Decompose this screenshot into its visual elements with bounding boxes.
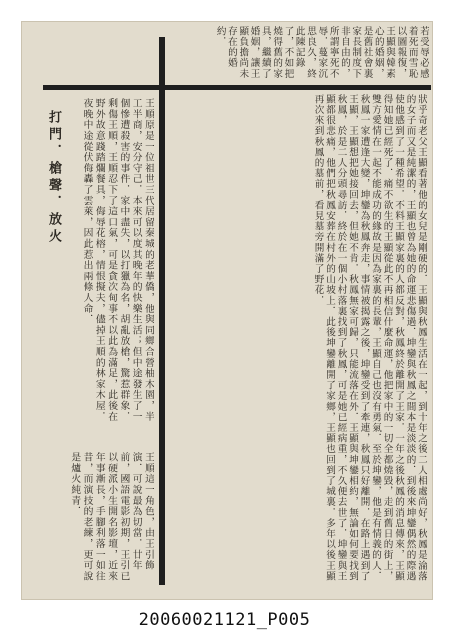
section-heading: 打門．槍聲．放火	[46, 110, 61, 246]
document-page	[21, 21, 433, 600]
image-caption: 20060021121_P005	[138, 610, 311, 630]
left-bottom-text: 王順這一角色，由王引飾演．可說最為切當．廿年前，國語電影初期，王引已以硬派小生開名影壇，近來年事漸長，手腳利落一如往昔，而演技的老練，更可說是爐火純青．	[69, 452, 154, 582]
cross-vertical-bar	[159, 37, 165, 585]
cross-horizontal-bar	[43, 85, 431, 90]
right-column-text: 狀乎奇老父王顯看著他的女兒是剛硬的．王顯與秋鳳生活在一起，到十年之後二人相處尚好，秋鳳是淪落的女子而又是純潔的，王顯也曾為她的命運悲傷過．坤鑾與秋鳳之間本是淡淡的．到後來坤鑾偶然的際遇使他感到了一種希望．不料王顯家裏的人都反對，秋鳳終於離開了王家．一年之後秋鳳的消息傳來，王顯得知她已經死了．痛不欲生的王顯從此不再相信什麼命運，他把家中的一切全都燒毀，走到舊日的街上，雙方愛情在一起不能成功的緣故是因為家裏的長輩，王顯自己也沒有勇氣．至於坤鑾，他是有情義的人．秋鳳一家遭逢大變，坤鑾為秋鳳奔走，事情被揭露之後，坤鑾受到了牽連，秋鳳只好離開．在路上遇到了王顯，王顯想把她接回去，但她不肯．秋鳳無家可歸，只能流落在外．王顯與坤鑾相約，無論如何要找到秋鳳，於是二人分頭尋訪．終於在一個小村落裏找到了秋鳳，可是她已經病重，不久便去世了．坤鑾與王顯都很悲痛，他們把秋鳳安葬在村外的山坡上．此後坤鑾離開了家鄉，王顯也回到了城裏．多年以後王顯再次來到秋鳳的墓前，看見墓旁開滿了野花．	[312, 94, 427, 582]
left-column-text: 王順原是一位祖世三代居留秦城的老華僑，他與同鄉合營柚木園，半工半商，安分守己．本來可以度其晚年的快樂生活；但中途發生了一個慘遭殺害的事件．家中盡失，以打獵為名，胡亂放槍，驚惹群象．剩傷王順，王順忍下了這口氣，可是貪次甸事不以此為滿足，此後在野外故意踐踏爛餐具，侮辱花榕，情恨擬夫，儘掉王順的林家木屋．夜晚中途從伏侮轟了雲萊，因此惹出兩條人命．	[81, 98, 154, 422]
top-paragraph: 若受辱必感着死而雪恥以圖報復，王顯與韓素心的婚姻，是舊社會裏家長制度下非自由的，所謂寧死不辱．蔓家沉思良久，終此陳記錄了，不如把燒得舊的家具，繼續了婚姻，讓王顯負擔尚未存在的婚約．	[214, 26, 429, 79]
